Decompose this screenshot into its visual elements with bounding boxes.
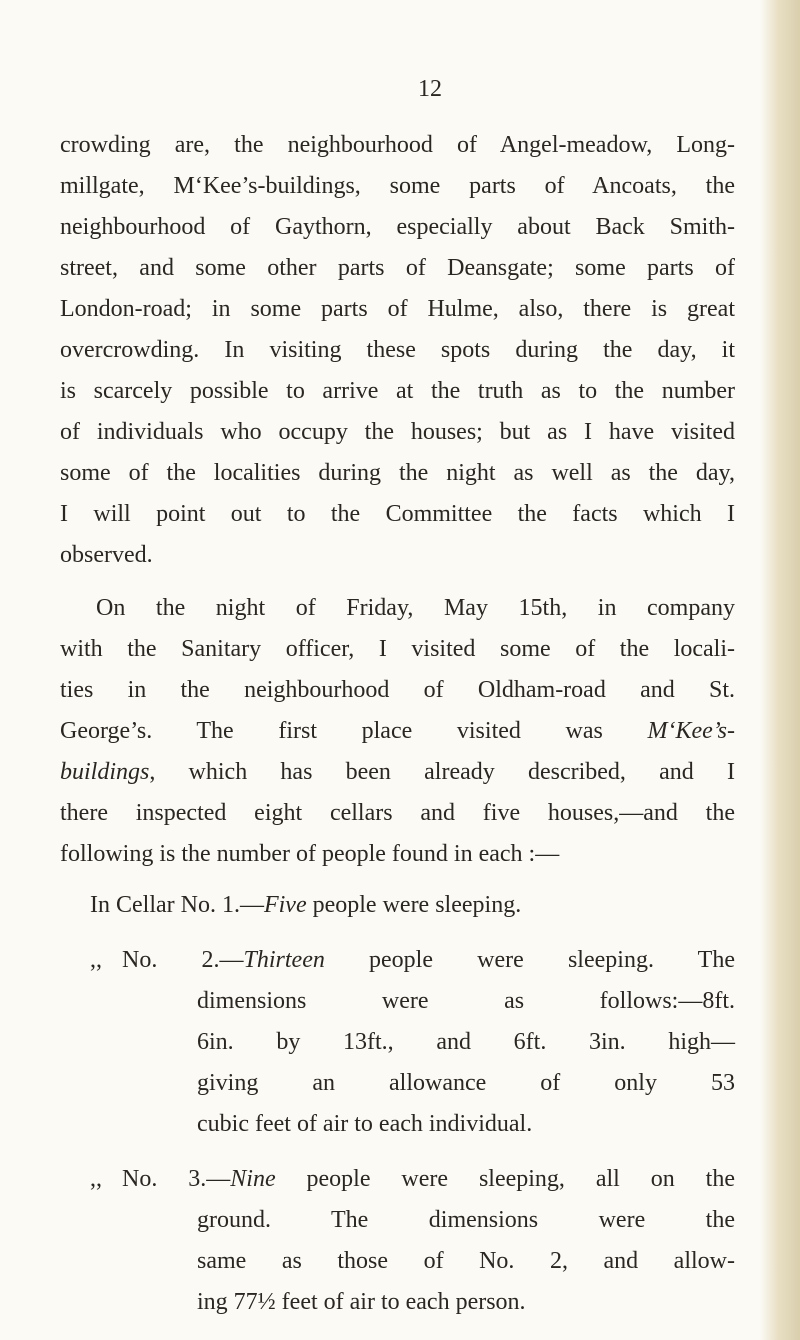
text-line: ing 77½ feet of air to each person. — [197, 1289, 526, 1315]
text-line: London-road; in some parts of Hulme, also, there is great — [60, 296, 735, 322]
text-line: millgate, M‘Kee’s-buildings, some parts of Ancoats, the — [60, 173, 735, 199]
text-run: people were sleeping, all on the — [275, 1166, 736, 1192]
cellar-entry-1 — [90, 885, 735, 925]
text-line — [60, 711, 735, 751]
text-run: people were sleeping. The — [324, 947, 735, 973]
text-line: cubic feet of air to each individual. — [197, 1111, 533, 1137]
text-line: some of the localities during the night as well as the day, — [60, 460, 735, 486]
page-edge-shading — [760, 0, 800, 1340]
italic-count: Five — [263, 892, 307, 918]
text-line: is scarcely possible to arrive at the truth as to the number — [60, 378, 735, 404]
text-run: No. 2.— — [122, 947, 244, 973]
text-run: , which has been already described, and I — [149, 759, 735, 785]
text-line: 6in. by 13ft., and 6ft. 3in. high— — [197, 1029, 735, 1055]
text-run: In Cellar No. 1.— — [90, 892, 264, 918]
page-number: 12 — [418, 76, 442, 102]
text-line: observed. — [60, 542, 153, 568]
text-line: of individuals who occupy the houses; but as I have visited — [60, 419, 735, 445]
text-line: ground. The dimensions were the — [197, 1207, 735, 1233]
text-line: On the night of Friday, May 15th, in company — [96, 595, 735, 621]
text-run: No. 3.— — [122, 1166, 231, 1192]
ditto-mark: ,, — [90, 947, 102, 973]
text-run: people were sleeping. — [306, 892, 522, 918]
ditto-mark: ,, — [90, 1166, 102, 1192]
text-line: there inspected eight cellars and five houses,—and the — [60, 800, 735, 826]
cellar-entry-2 — [122, 940, 735, 980]
text-line: I will point out to the Committee the facts which I — [60, 501, 735, 527]
italic-count: Nine — [230, 1166, 276, 1192]
text-run: George’s. The first place visited was — [60, 718, 648, 744]
cellar-entry-3 — [122, 1159, 735, 1199]
text-line: same as those of No. 2, and allow- — [197, 1248, 735, 1274]
text-line: street, and some other parts of Deansgate; some parts of — [60, 255, 735, 281]
text-line: crowding are, the neighbourhood of Angel-meadow, Long- — [60, 132, 735, 158]
text-line: giving an allowance of only 53 — [197, 1070, 735, 1096]
text-line — [60, 752, 735, 792]
text-line: with the Sanitary officer, I visited some of the locali- — [60, 636, 735, 662]
text-line: neighbourhood of Gaythorn, especially about Back Smith- — [60, 214, 735, 240]
text-line: ties in the neighbourhood of Oldham-road and St. — [60, 677, 735, 703]
text-line: overcrowding. In visiting these spots during the day, it — [60, 337, 735, 363]
italic-name: M‘Kee’s- — [647, 718, 735, 744]
book-page — [60, 0, 760, 1340]
italic-name: buildings — [60, 759, 150, 785]
text-line: dimensions were as follows:—8ft. — [197, 988, 735, 1014]
italic-count: Thirteen — [243, 947, 325, 973]
text-line: following is the number of people found in each :— — [60, 841, 560, 867]
